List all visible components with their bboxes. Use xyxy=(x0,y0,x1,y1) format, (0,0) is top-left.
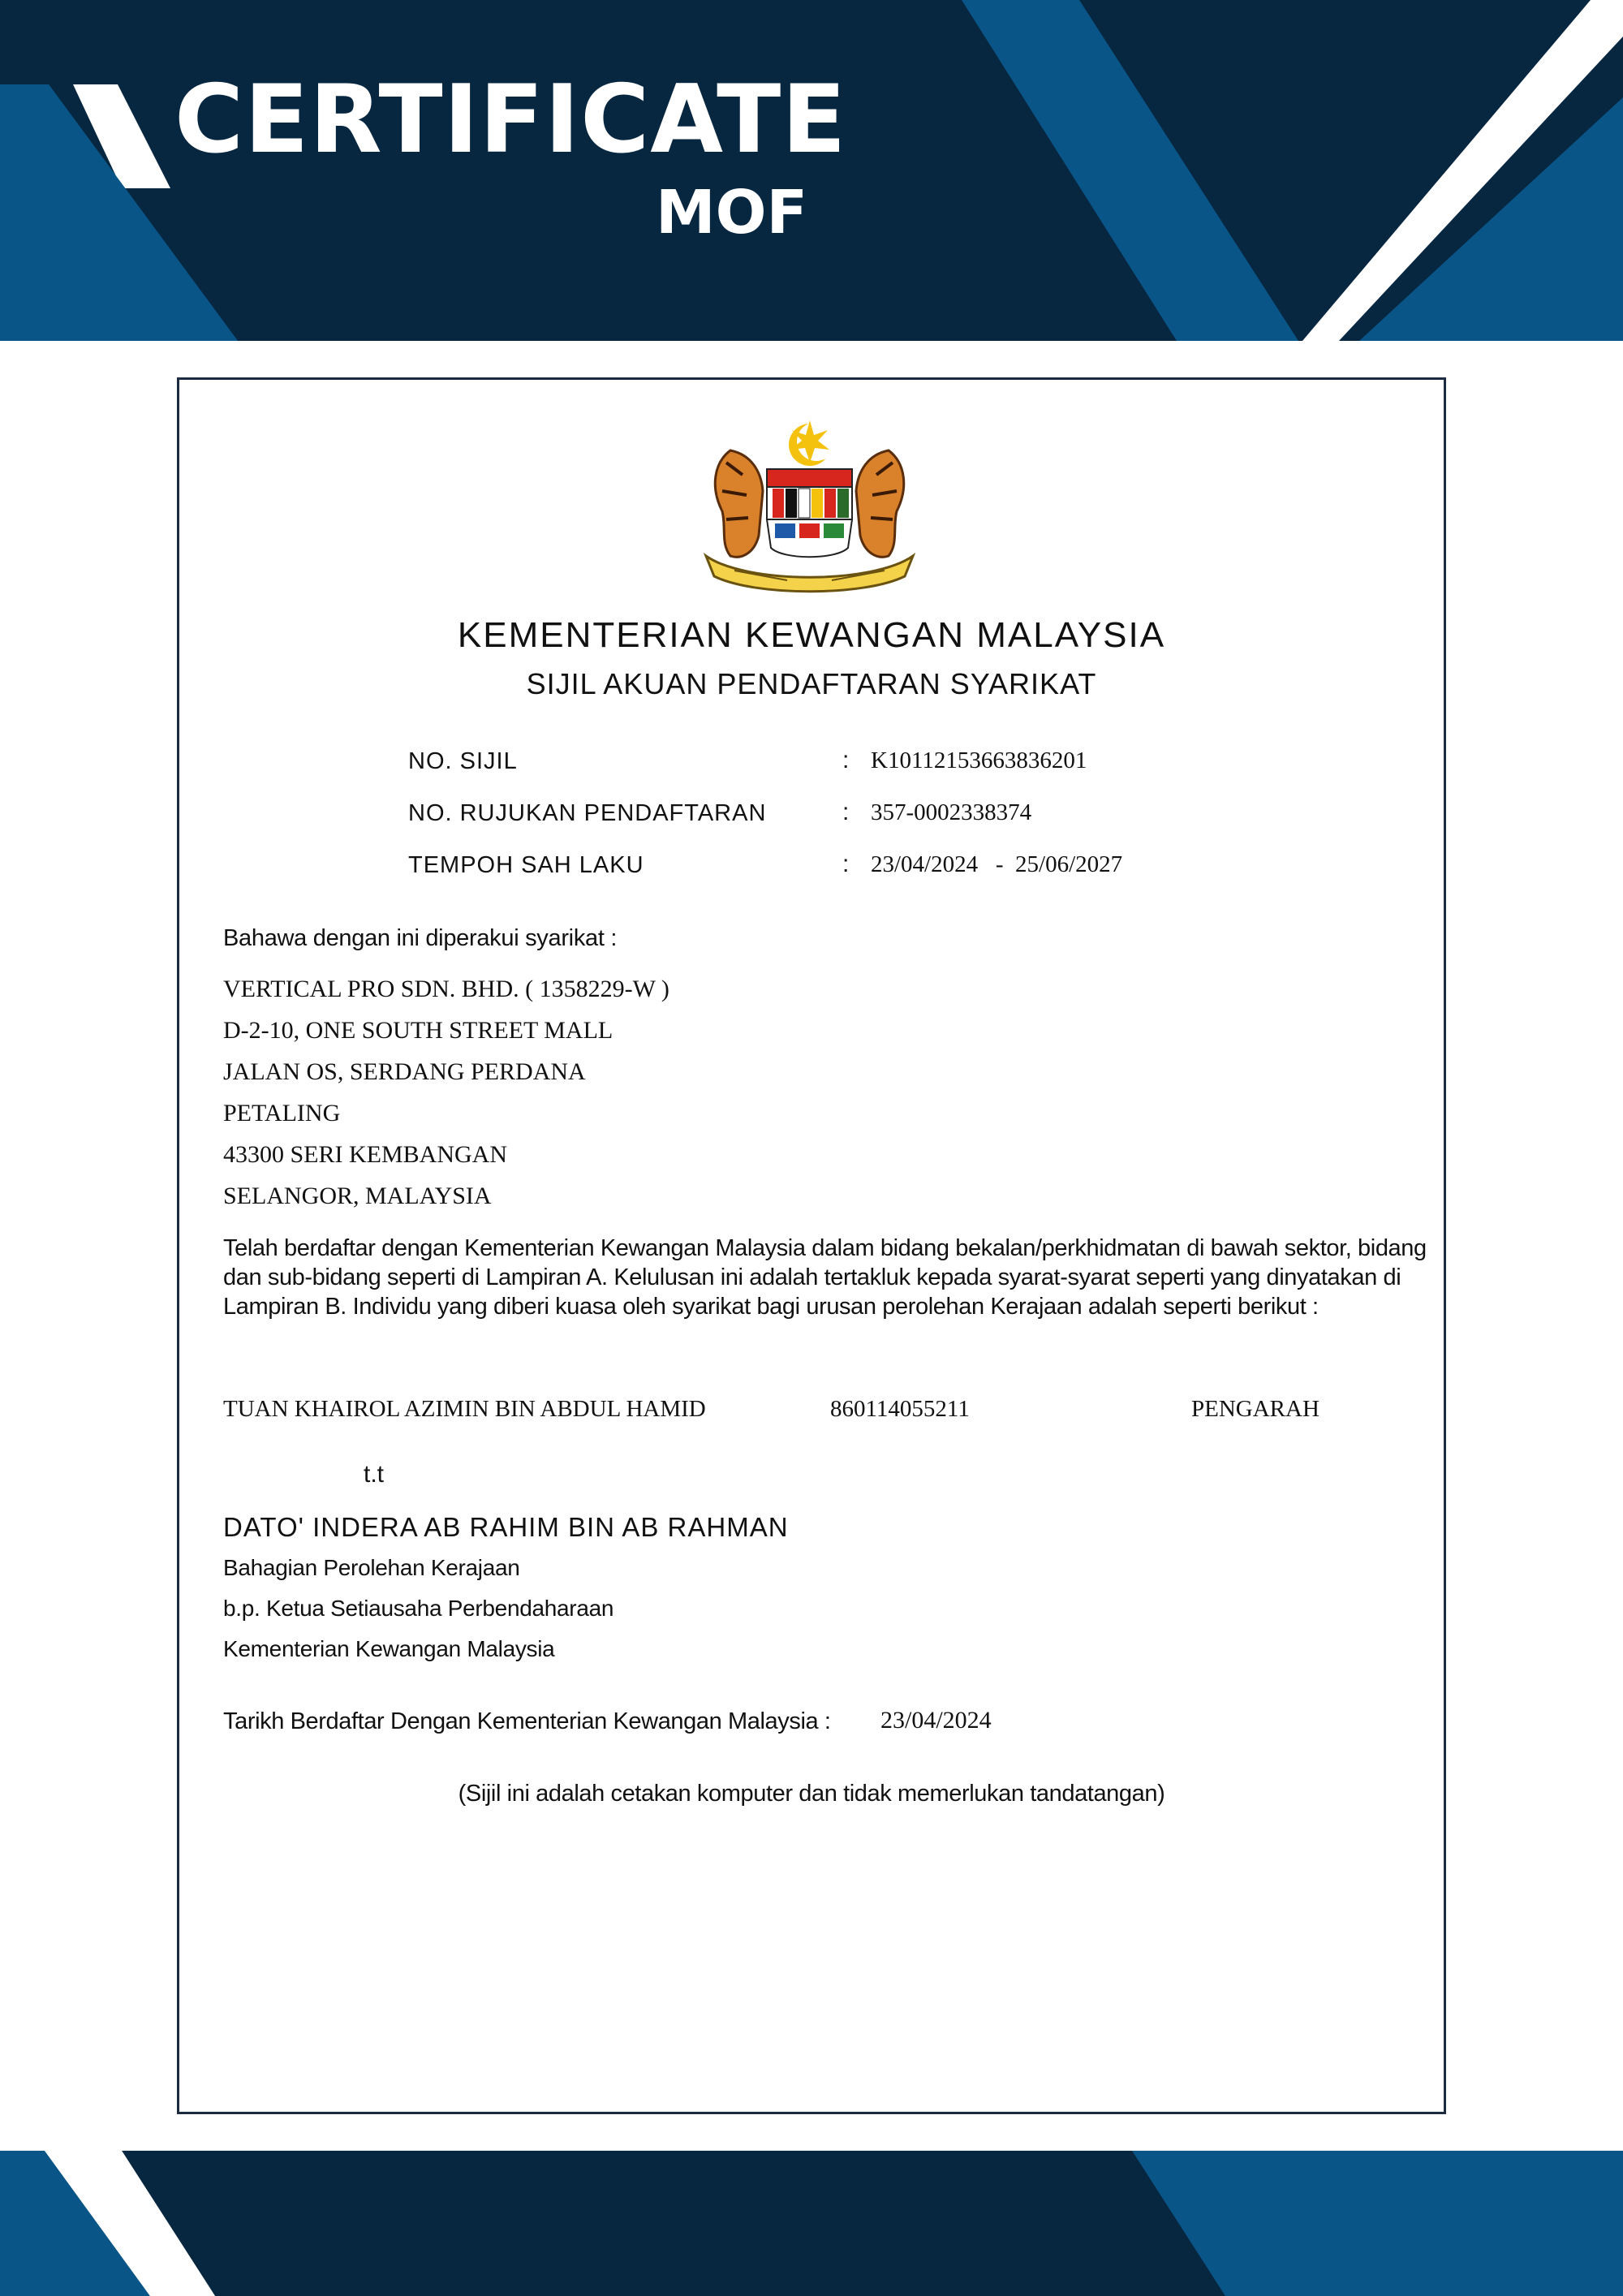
intro-text: Bahawa dengan ini diperakui syarikat : xyxy=(223,925,618,951)
registration-date-value: 23/04/2024 xyxy=(880,1707,992,1734)
field-label-tempoh: TEMPOH SAH LAKU xyxy=(408,852,644,878)
signatory-line: Kementerian Kewangan Malaysia xyxy=(223,1636,555,1661)
certificate-subtitle: MOF xyxy=(656,178,808,248)
field-value-no-sijil: K10112153663836201 xyxy=(871,747,1087,773)
authorized-person-position: PENGARAH xyxy=(1191,1396,1319,1422)
company-address-line: 43300 SERI KEMBANGAN xyxy=(223,1141,508,1168)
field-value-no-rujukan: 357-0002338374 xyxy=(871,799,1032,825)
registration-date-label: Tarikh Berdaftar Dengan Kementerian Kewangan Malaysia : xyxy=(223,1708,831,1734)
field-colon: : xyxy=(842,851,850,877)
company-address-line: SELANGOR, MALAYSIA xyxy=(223,1182,492,1209)
body-paragraph-line: Telah berdaftar dengan Kementerian Kewangan Malaysia dalam bidang bekalan/perkhidmatan di bawah sektor, bidang xyxy=(223,1235,1427,1261)
field-colon: : xyxy=(842,799,850,825)
company-address-line: D-2-10, ONE SOUTH STREET MALL xyxy=(223,1017,613,1044)
bottom-banner xyxy=(0,2151,1623,2296)
computer-print-note: (Sijil ini adalah cetakan komputer dan tidak memerlukan tandatangan) xyxy=(458,1781,1165,1807)
bottom-banner-shapes xyxy=(0,2151,1623,2296)
body-paragraph-line: dan sub-bidang seperti di Lampiran A. Kelulusan ini adalah tertakluk kepada syarat-syarat seperti yang dinyatakan di xyxy=(223,1264,1401,1290)
ministry-name: KEMENTERIAN KEWANGAN MALAYSIA xyxy=(457,615,1166,655)
certificate-title: CERTIFICATE xyxy=(174,65,847,174)
signature-tt: t.t xyxy=(364,1461,385,1488)
field-label-no-rujukan: NO. RUJUKAN PENDAFTARAN xyxy=(408,800,767,826)
body-paragraph-line: Lampiran B. Individu yang diberi kuasa oleh syarikat bagi urusan perolehan Kerajaan adalah seperti berikut : xyxy=(223,1294,1319,1320)
company-address-line: PETALING xyxy=(223,1100,341,1126)
malaysia-coat-of-arms-icon xyxy=(698,414,921,597)
authorized-person-name: TUAN KHAIROL AZIMIN BIN ABDUL HAMID xyxy=(223,1396,706,1422)
document-title: SIJIL AKUAN PENDAFTARAN SYARIKAT xyxy=(526,667,1097,700)
field-value-tempoh: 23/04/2024 - 25/06/2027 xyxy=(871,851,1123,877)
authorized-person-id: 860114055211 xyxy=(830,1396,970,1422)
company-name: VERTICAL PRO SDN. BHD. ( 1358229-W ) xyxy=(223,976,669,1002)
company-address-line: JALAN OS, SERDANG PERDANA xyxy=(223,1058,586,1085)
signatory-line: b.p. Ketua Setiausaha Perbendaharaan xyxy=(223,1596,614,1621)
signatory-line: Bahagian Perolehan Kerajaan xyxy=(223,1555,520,1580)
field-label-no-sijil: NO. SIJIL xyxy=(408,748,518,774)
signatory-name: DATO' INDERA AB RAHIM BIN AB RAHMAN xyxy=(223,1512,789,1542)
field-colon: : xyxy=(842,747,850,773)
